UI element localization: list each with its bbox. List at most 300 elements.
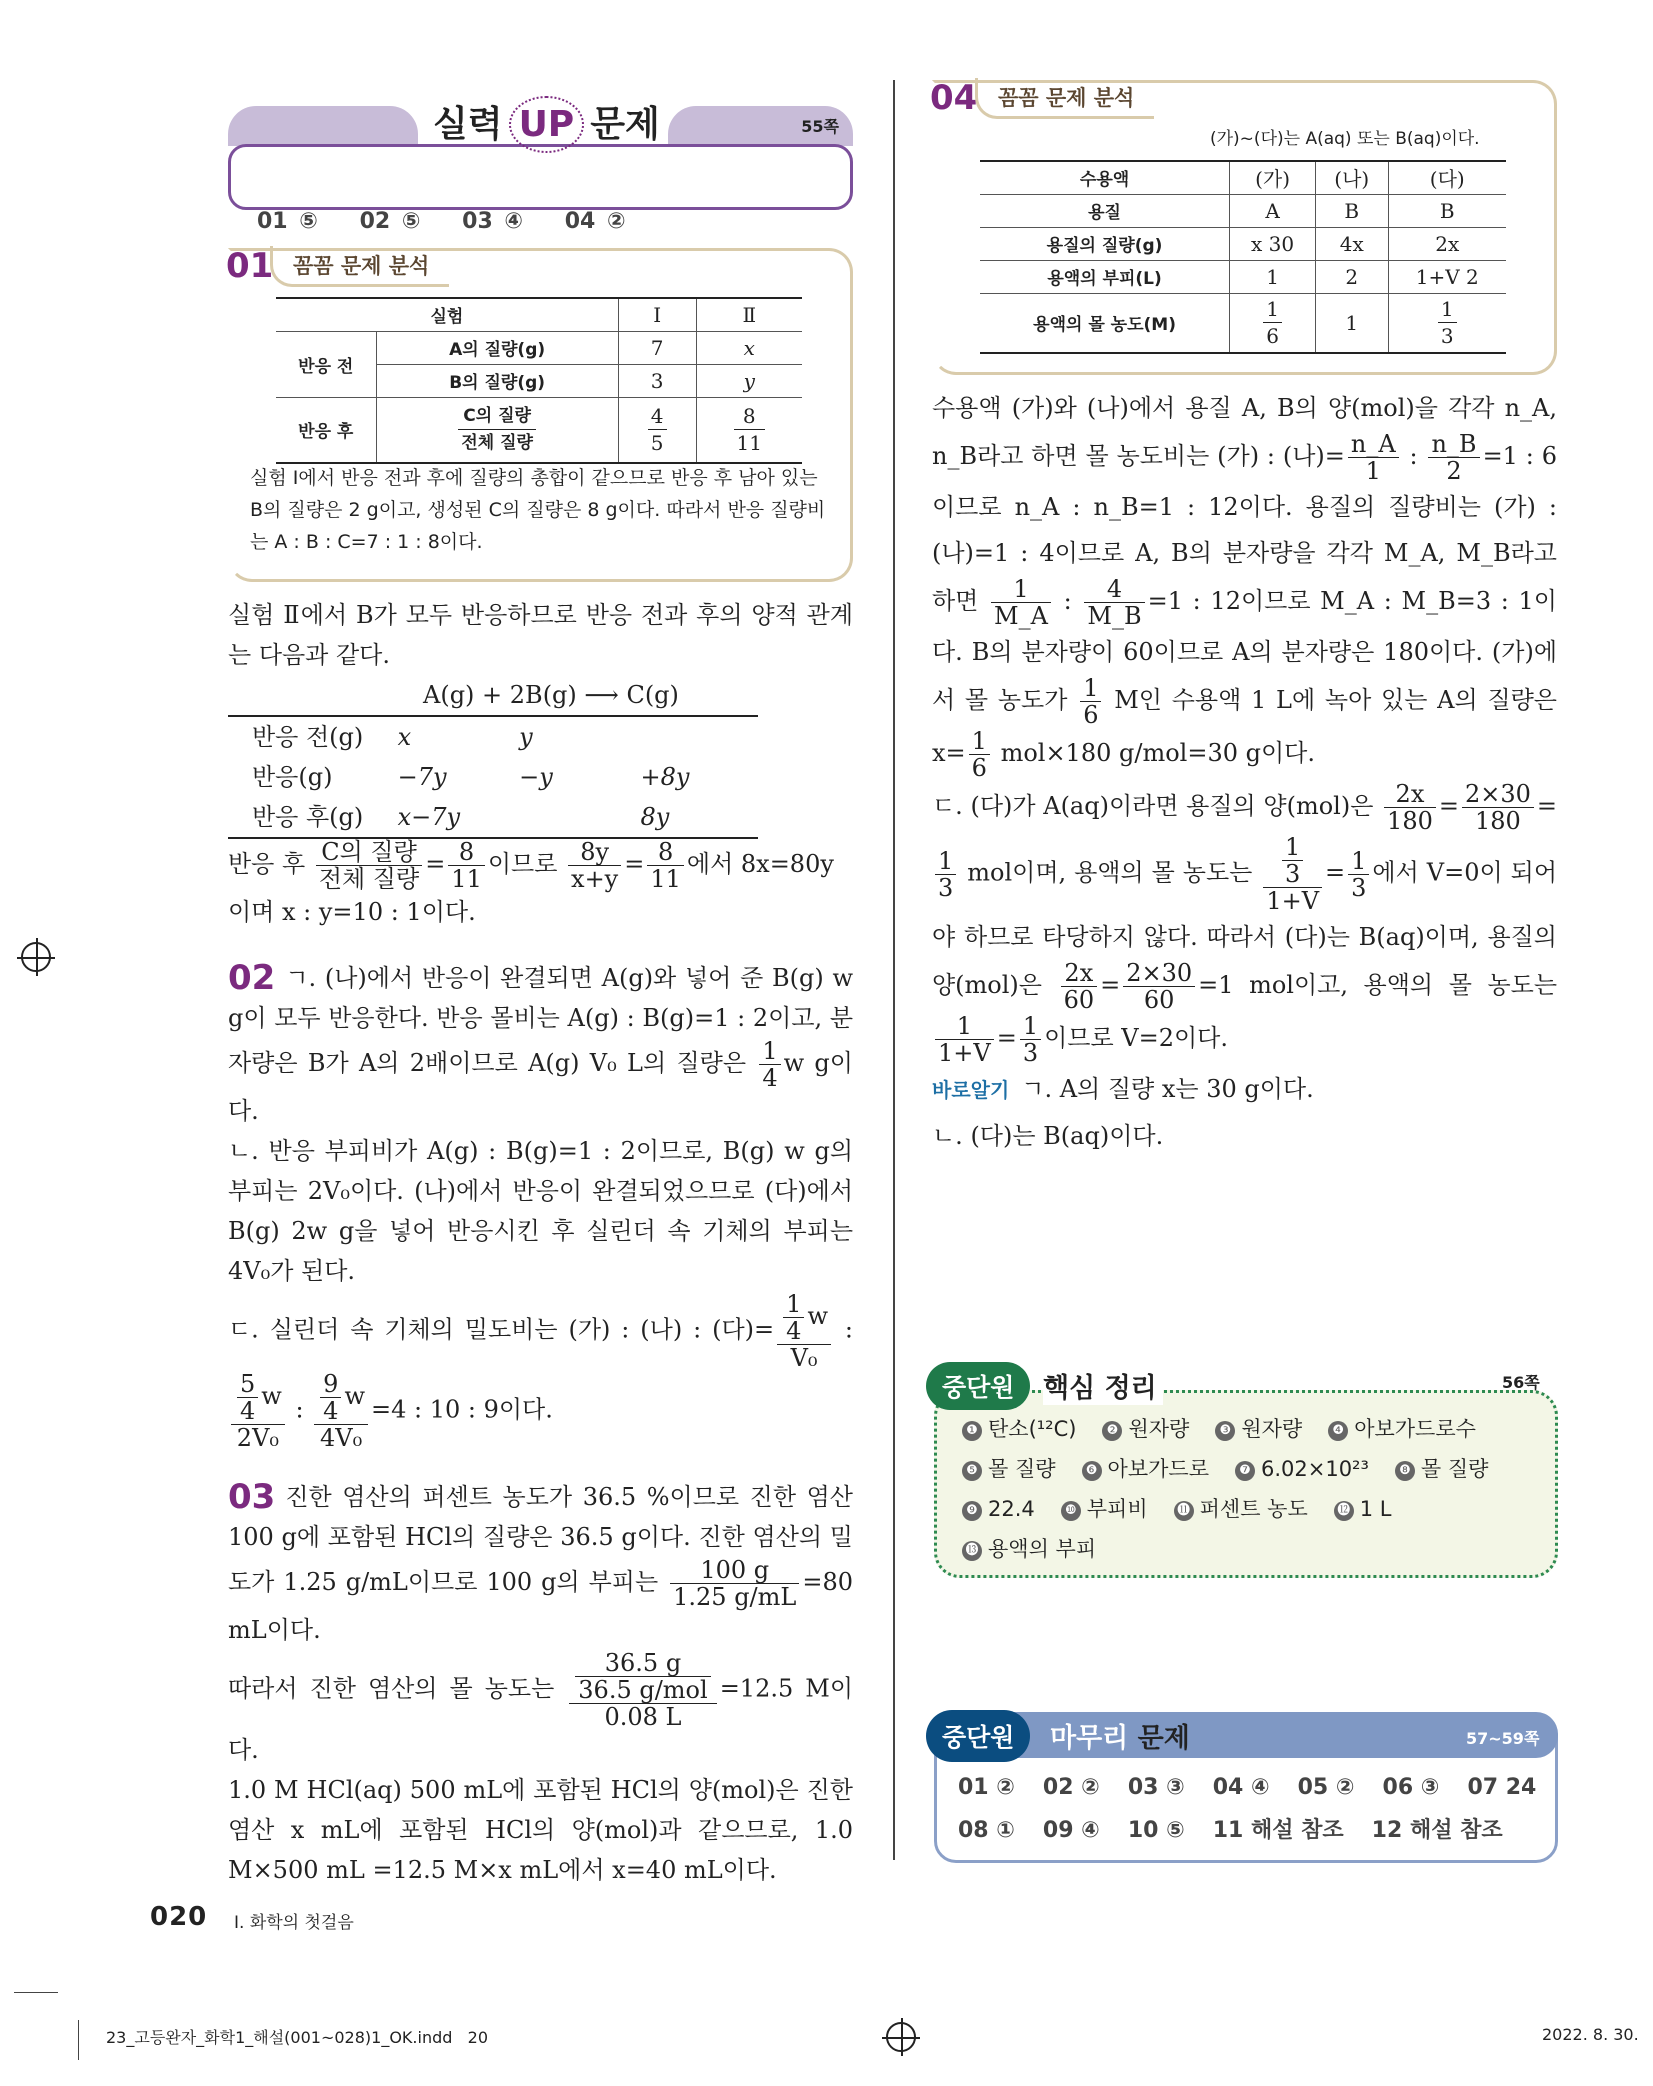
denominator (1384, 808, 1436, 834)
summary-item (1395, 1450, 1489, 1489)
cell: 1 (1230, 260, 1316, 293)
text-run: 이므로 V=2이다. (1044, 1024, 1228, 1052)
text-run: 8 (458, 838, 475, 866)
numerator (670, 1557, 799, 1584)
summary-item (962, 1410, 1076, 1449)
text-run: 4 (786, 1317, 802, 1345)
final-answer: 02 ② (1042, 1775, 1100, 1800)
text-run: 60 (1063, 986, 1095, 1014)
q04-annotation: (가)~(다)는 A(aq) 또는 B(aq)이다. (1210, 129, 1480, 149)
baro-item: ㄱ. A의 질량 x는 30 g이다. (1021, 1075, 1314, 1103)
text-run: ㄷ. (다)가 A(aq)이라면 용질의 양(mol)은 (932, 792, 1382, 820)
q01-note: 실험 Ⅰ에서 반응 전과 후에 질량의 총합이 같으므로 반응 후 남아 있는 B의 질량은 2 g이고, 생성된 C의 질량은 8 g이다. 따라서 반응 질량비는 A : B : C=7 : 1 : 8이다. (250, 467, 826, 553)
numerator (1020, 1013, 1041, 1040)
numerator: 1 (1263, 296, 1282, 323)
item-number: ❶ (962, 1421, 982, 1441)
fraction (1282, 834, 1303, 887)
reaction-cell (637, 716, 758, 757)
left-column (228, 595, 853, 1890)
text-run: 3 (1351, 873, 1367, 902)
item-text: 탄소(¹²C) (988, 1417, 1077, 1441)
title-left: 실력 (433, 104, 503, 145)
reaction-cell: −7y (397, 763, 447, 791)
text-run: 3 (938, 873, 954, 902)
numerator (1080, 675, 1101, 702)
fraction (1384, 781, 1436, 834)
text-run: n_A (1350, 430, 1396, 458)
right-column (932, 385, 1557, 1159)
final-answer: 08 ① (958, 1818, 1015, 1843)
item-text: 퍼센트 농도 (1199, 1497, 1308, 1521)
cell: B (1388, 194, 1506, 227)
q01-paragraph: 실험 Ⅱ에서 B가 모두 반응하므로 반응 전과 후의 양적 관계는 다음과 같다. (228, 601, 853, 669)
item-text: 용액의 부피 (988, 1537, 1097, 1561)
file-name: 23_고등완자_화학1_해설(001~028)1_OK.indd 20 (106, 2028, 489, 2047)
denominator: 11 (736, 431, 762, 456)
text-run: =80 mL이다. (228, 1568, 853, 1644)
text-run: 1 (1022, 1012, 1039, 1040)
summary-item (1061, 1490, 1148, 1529)
chapter-name: Ⅰ. 화학의 첫걸음 (234, 1913, 354, 1933)
summary-items (962, 1410, 1542, 1570)
text-run: = (1325, 858, 1346, 887)
fraction (1123, 960, 1195, 1013)
reaction-row (228, 716, 758, 757)
item-text: 몰 질량 (1420, 1457, 1489, 1481)
text-run: 2 (1446, 457, 1462, 485)
denominator (935, 875, 956, 901)
row-label: 용액의 부피(L) (980, 260, 1230, 293)
paragraph (228, 1131, 853, 1291)
item-text: 원자량 (1241, 1417, 1303, 1441)
text-run: 6 (971, 754, 987, 782)
th: 실험 (276, 298, 618, 331)
th: (다) (1388, 161, 1506, 194)
final-answer: 09 ④ (1042, 1818, 1100, 1843)
numerator (314, 1371, 368, 1425)
text-run: 8 (657, 838, 674, 866)
text-run: w (344, 1382, 365, 1410)
text-run: 180 (1387, 807, 1433, 835)
text-run: 1 (786, 1290, 802, 1318)
numerator (1462, 781, 1534, 808)
q01-analysis-label: 꼼꼼 문제 분석 (270, 246, 449, 287)
final-answer: 10 ⑤ (1127, 1818, 1185, 1843)
text-run: 36.5 g/mol (578, 1676, 708, 1704)
column-divider (893, 80, 895, 1860)
th: (가) (1230, 161, 1316, 194)
cell: y (696, 364, 802, 397)
fraction (1020, 1013, 1041, 1066)
fraction (1348, 848, 1369, 901)
fraction (458, 403, 536, 456)
text-run: 1 (1083, 674, 1099, 702)
text-run: 1 (938, 846, 954, 875)
page-ref: 55쪽 (801, 117, 839, 136)
cell: 1+V 2 (1388, 260, 1506, 293)
final-answer: 07 24 (1467, 1775, 1537, 1800)
summary-item (962, 1530, 1096, 1569)
fraction (568, 839, 621, 892)
print-date: 2022. 8. 30. (1542, 2025, 1639, 2044)
text-run: 1 (971, 727, 987, 755)
paragraph (228, 839, 853, 892)
fraction (1428, 431, 1479, 484)
numerator (1384, 781, 1436, 808)
numerator (231, 1371, 285, 1425)
denominator (316, 866, 422, 892)
fraction (1080, 675, 1101, 728)
text-run: 4 (762, 1064, 778, 1092)
text-run: M_A (994, 602, 1048, 630)
cell: 3 (618, 364, 696, 397)
text-run: 2x (1395, 780, 1425, 808)
text-run: 2×30 (1464, 780, 1531, 808)
q03-section (228, 1477, 853, 1890)
denominator (569, 1704, 716, 1730)
baro-item: ㄴ. (다)는 B(aq)이다. (932, 1122, 1164, 1150)
denominator: 6 (1266, 324, 1279, 349)
text-run: 60 (1143, 986, 1175, 1014)
final-answer: 03 ③ (1127, 1775, 1185, 1800)
final-answer: 04 ④ (1212, 1775, 1270, 1800)
denominator (320, 1398, 341, 1424)
denominator (969, 755, 990, 781)
numerator: 4 (648, 403, 667, 430)
text-run: x+y (571, 865, 619, 893)
denominator (1020, 1040, 1041, 1066)
text-run: 에서 V=0이 되어야 하므로 타당하지 않다. 따라서 (다)는 B(aq)이며, 용질의 양(mol)은 (932, 858, 1557, 999)
paragraph (228, 1291, 853, 1451)
text-run: =1 mol이고, 용액의 몰 농도는 (1198, 971, 1558, 999)
text-run: = (1438, 792, 1459, 820)
fraction (759, 1038, 780, 1091)
text-run: 1 (1013, 575, 1029, 603)
item-number: ❻ (1082, 1461, 1102, 1481)
item-text: 아보가드로수 (1354, 1417, 1476, 1441)
row-label: 용액의 몰 농도(M) (980, 293, 1230, 353)
text-run: ㄴ. 반응 부피비가 A(g) : B(g)=1 : 2이므로, B(g) w g의 부피는 2V₀이다. (나)에서 반응이 완결되었으므로 (다)에서 B(g) 2w g을 넣어 반응시킨 후 실린더 속 기체의 부피는 4V₀가 된다. (228, 1137, 853, 1285)
numerator (935, 848, 956, 875)
final-answer: 01 ② (958, 1775, 1015, 1800)
text-run: 9 (323, 1370, 339, 1398)
text-run: 5 (240, 1370, 256, 1398)
cell: 7 (618, 331, 696, 364)
reaction-cell (515, 797, 636, 838)
up-logo: UP (509, 96, 585, 153)
text-run: ㄷ. 실린더 속 기체의 밀도비는 (가) : (나) : (다)= (228, 1315, 775, 1344)
reaction-table (228, 715, 758, 839)
page-number: 020 (150, 1902, 208, 1932)
denominator (670, 1584, 799, 1610)
denominator: 5 (650, 431, 664, 456)
numerator (991, 576, 1051, 603)
q02-number: 02 (228, 958, 276, 998)
q01-conclusion (228, 839, 853, 932)
numerator (237, 1371, 258, 1398)
answer: 02 ⑤ (359, 209, 421, 234)
answer: 03 ④ (462, 209, 524, 234)
text-run: = (1100, 971, 1121, 999)
numerator: 1 (1438, 296, 1457, 323)
denominator (568, 866, 621, 892)
text-run: 3 (1285, 860, 1301, 888)
registration-mark-icon (21, 942, 51, 972)
cell: 2 (1316, 260, 1388, 293)
text-run: 수용액 (가)와 (나)에서 용질 A, B의 양(mol)을 각각 n_A, n_B라고 하면 몰 농도비는 (가) : (나)= (932, 394, 1557, 470)
final-title-a: 마무리 (1050, 1723, 1129, 1754)
row-label: 용질의 질량(g) (980, 227, 1230, 260)
final-row-2 (958, 1813, 1558, 1844)
fraction (314, 1371, 368, 1451)
numerator (1084, 576, 1144, 603)
numerator (1348, 848, 1369, 875)
text-run: 2V₀ (236, 1424, 280, 1452)
denominator (759, 1065, 780, 1091)
text-run: : (833, 1315, 853, 1344)
text-run: =4 : 10 : 9이다. (371, 1395, 553, 1424)
fraction (783, 1291, 804, 1344)
fraction (935, 848, 956, 901)
final-badge: 중단원 (926, 1710, 1030, 1762)
summary-item (1235, 1450, 1369, 1489)
reaction-row (228, 757, 758, 797)
numerator: 8 (734, 403, 765, 430)
q04-table (980, 160, 1506, 354)
denominator (1084, 603, 1144, 629)
text-run: 1 (956, 1012, 972, 1040)
numerator (575, 1650, 710, 1677)
item-text: 1 L (1359, 1497, 1392, 1521)
denominator (448, 866, 485, 892)
final-answer: 12 해설 참조 (1371, 1818, 1503, 1843)
text-run: 2x (1064, 959, 1094, 987)
item-text: 22.4 (988, 1497, 1035, 1521)
paragraph (228, 958, 853, 1131)
q03-number: 03 (228, 1477, 276, 1517)
numerator (1123, 960, 1195, 987)
summary-item (1102, 1410, 1189, 1449)
final-row-1 (958, 1775, 1558, 1800)
item-number: ⓫ (1174, 1501, 1194, 1521)
reaction-cell: x (394, 716, 515, 757)
summary-item (1082, 1450, 1209, 1489)
text-run: = (624, 850, 645, 878)
cell: 1 (1316, 293, 1388, 353)
reaction-cell: 반응 후(g) (228, 797, 394, 838)
item-number: ❾ (962, 1501, 982, 1521)
item-number: ⓬ (1334, 1501, 1354, 1521)
text-run: = (996, 1024, 1017, 1052)
text-run: 0.08 L (604, 1703, 682, 1731)
answer-box (228, 144, 853, 234)
final-title (1050, 1716, 1190, 1755)
denominator (1348, 875, 1369, 901)
summary-badge: 중단원 (926, 1362, 1030, 1410)
q04-number: 04 (930, 78, 978, 118)
text-run: w (807, 1302, 828, 1330)
section-title (433, 96, 660, 147)
item-text: 6.02×10²³ (1260, 1457, 1369, 1481)
text-run: 1 (1365, 457, 1381, 485)
reaction-row (228, 797, 758, 838)
text-run: = (1536, 792, 1557, 820)
fraction (1061, 960, 1098, 1013)
text-run: 11 (451, 865, 482, 893)
item-number: ⓭ (962, 1541, 982, 1561)
paragraph (228, 1477, 853, 1650)
fraction (1263, 296, 1282, 349)
text-run: 4 (323, 1397, 339, 1425)
numerator (647, 839, 684, 866)
th: 수용액 (980, 161, 1230, 194)
denominator (237, 1398, 258, 1424)
baro-label: 바로알기 (932, 1078, 1010, 1102)
answer: 01 ⑤ (257, 209, 318, 234)
summary-item (1174, 1490, 1308, 1529)
text-run: 1 (1351, 846, 1367, 875)
q01-number: 01 (226, 246, 274, 286)
fraction (647, 839, 684, 892)
answer-list (257, 209, 656, 234)
summary-page: 56쪽 (1502, 1373, 1540, 1392)
text-run: 전체 질량 (318, 865, 420, 893)
reaction-cell: +8y (640, 763, 690, 791)
summary-item (1215, 1410, 1302, 1449)
numerator (1282, 834, 1303, 861)
title-right: 문제 (590, 104, 660, 145)
final-answer: 06 ③ (1382, 1775, 1440, 1800)
text-run: 1+V (938, 1039, 991, 1067)
denominator (314, 1425, 368, 1451)
denominator: 3 (1440, 324, 1454, 349)
denominator (1263, 888, 1322, 914)
reaction-cell: x−7y (394, 797, 515, 838)
fraction (935, 1013, 994, 1066)
numerator (316, 839, 422, 866)
numerator (1061, 960, 1098, 987)
text-run: 반응 후 (228, 850, 313, 878)
reaction-equation: A(g) + 2B(g) ⟶ C(g) (423, 681, 679, 709)
text-run: w g이다. (228, 1049, 853, 1125)
text-run: 4 (240, 1397, 256, 1425)
final-answer: 05 ② (1297, 1775, 1355, 1800)
cell: B (1316, 194, 1388, 227)
fraction (231, 1371, 285, 1451)
text-run: 2×30 (1126, 959, 1193, 987)
header-tab-left (228, 106, 418, 146)
item-number: ❺ (962, 1461, 982, 1481)
item-number: ❿ (1061, 1501, 1081, 1521)
text-run: 8y (580, 838, 610, 866)
numerator (759, 1038, 780, 1065)
row-label: 용질 (980, 194, 1230, 227)
text-run: 11 (650, 865, 681, 893)
text-run: 1 (1285, 833, 1301, 861)
text-run: n_B (1431, 430, 1477, 458)
numerator: C의 질량 (458, 403, 536, 430)
denominator (1282, 861, 1303, 887)
summary-item (1334, 1490, 1392, 1529)
q04-paragraphs (932, 385, 1557, 1066)
reaction-cell: −y (519, 763, 553, 791)
th: Ⅱ (696, 298, 802, 331)
fraction (316, 839, 422, 892)
text-run: 1.0 M HCl(aq) 500 mL에 포함된 HCl의 양(mol)은 진한 염산 x mL에 포함된 HCl의 양(mol)과 같으므로, 1.0 M×500 mL =12.5 M×x mL에서 x=40 mL이다. (228, 1776, 853, 1884)
paragraph (228, 892, 853, 932)
denominator (1080, 702, 1101, 728)
text-run: mol×180 g/mol=30 g이다. (992, 739, 1315, 767)
text-run: M인 수용액 1 L에 녹아 있는 A의 질량은 x= (932, 686, 1557, 767)
fraction (1084, 576, 1144, 629)
item-number: ❹ (1328, 1421, 1348, 1441)
reaction-cell: 반응 전(g) (228, 716, 394, 757)
fraction (575, 1650, 710, 1703)
reaction-cell: 8y (637, 797, 758, 838)
skill-up-header (228, 100, 853, 234)
registration-mark-icon (886, 2022, 916, 2052)
paragraph (932, 781, 1557, 1066)
text-run: 4 (1106, 575, 1123, 603)
paragraph (228, 1650, 853, 1770)
text-run: 3 (1022, 1039, 1039, 1067)
denominator (991, 603, 1051, 629)
fraction (670, 1557, 799, 1610)
item-number: ❷ (1102, 1421, 1122, 1441)
denominator (647, 866, 684, 892)
cell: 4x (1316, 227, 1388, 260)
fraction (1348, 431, 1399, 484)
denominator (783, 1318, 804, 1344)
summary-title: 핵심 정리 (1043, 1366, 1163, 1405)
fraction (969, 728, 990, 781)
numerator (1263, 834, 1322, 888)
text-run: 이며 x : y=10 : 1이다. (228, 898, 476, 926)
text-run: 36.5 g (604, 1649, 682, 1677)
numerator (777, 1291, 831, 1345)
group-label: 반응 후 (276, 397, 376, 463)
denominator (1462, 808, 1534, 834)
text-run: = (425, 850, 446, 878)
summary-item (1328, 1410, 1476, 1449)
final-page: 57~59쪽 (1466, 1729, 1540, 1748)
item-number: ❽ (1395, 1461, 1415, 1481)
crop-mark (14, 1992, 58, 1993)
cell: x (696, 331, 802, 364)
text-run: : (287, 1395, 312, 1424)
denominator (1123, 987, 1195, 1013)
final-title-b: 문제 (1137, 1723, 1190, 1754)
fraction (734, 403, 765, 456)
summary-item (962, 1490, 1035, 1529)
fraction (777, 1291, 831, 1371)
q02-section (228, 958, 853, 1451)
numerator (320, 1371, 341, 1398)
crop-mark (78, 2020, 79, 2060)
summary-item (962, 1450, 1056, 1489)
item-text: 원자량 (1128, 1417, 1190, 1441)
text-run: 진한 염산의 퍼센트 농도가 36.5 %이므로 진한 염산 100 g에 포함된 HCl의 질량은 36.5 g이다. 진한 염산의 밀도가 1.25 g/mL이므로 100 g의 부피는 (228, 1483, 853, 1596)
denominator (935, 1040, 994, 1066)
item-number: ❼ (1235, 1461, 1255, 1481)
text-run: ㄱ. (나)에서 반응이 완결되면 A(g)와 넣어 준 B(g) w g이 모두 반응한다. 반응 몰비는 A(g) : B(g)=1 : 2이고, 분자량은 B가 A의 2배이므로 A(g) V₀ L의 질량은 (228, 964, 853, 1077)
text-run: w (261, 1382, 282, 1410)
text-run: 에서 8x=80y (686, 850, 834, 878)
fraction (448, 839, 485, 892)
fraction (648, 403, 667, 456)
q04-analysis-label: 꼼꼼 문제 분석 (975, 78, 1154, 119)
numerator (969, 728, 990, 755)
